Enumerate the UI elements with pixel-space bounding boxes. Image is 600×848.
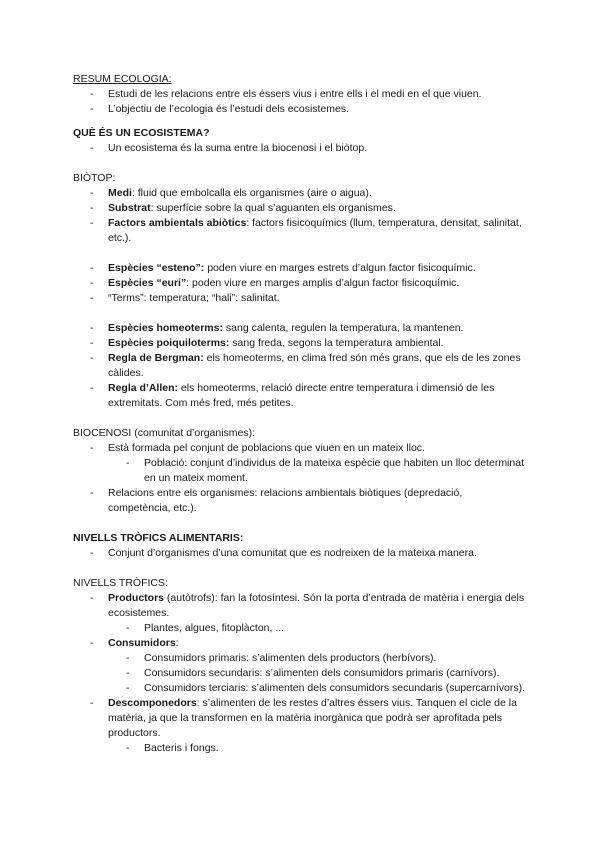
bullet-dash: - xyxy=(90,88,94,100)
list-item xyxy=(90,141,526,156)
sub-list-item xyxy=(126,651,526,666)
item-text: : superfície sobre la qual s’aguanten els organismes. xyxy=(150,202,396,214)
list-item xyxy=(90,261,526,276)
title-resum-ecologia: RESUM ECOLOGIA: xyxy=(73,73,172,85)
bullet-dash: - xyxy=(90,142,94,154)
item-text: Consumidors primaris: s’alimenten dels productors (herbívors). xyxy=(144,652,437,664)
term-label: Espècies “esteno”: xyxy=(108,262,205,274)
list-item xyxy=(90,201,526,216)
item-text: Consumidors terciaris: s’alimenten dels consumidors secundaris (supercarnívors). xyxy=(144,682,526,694)
bullet-dash: - xyxy=(126,682,130,694)
item-text: Plantes, algues, fitoplàcton, ... xyxy=(144,622,285,634)
term-label: Descomponedors xyxy=(108,697,197,709)
document-body xyxy=(0,72,600,756)
list-item xyxy=(90,546,526,561)
term-label: Regla d’Allen: xyxy=(108,382,179,394)
bullet-dash: - xyxy=(90,277,94,289)
list-item xyxy=(90,696,526,741)
bullet-dash: - xyxy=(90,202,94,214)
bullet-dash: - xyxy=(126,667,130,679)
term-label: Consumidors xyxy=(108,637,176,649)
item-text: : factors fisicoquímics (llum, temperatura, densitat, salinitat, etc.). xyxy=(108,217,522,244)
term-label: Productors xyxy=(108,592,165,604)
term-label: Medi xyxy=(108,187,132,199)
heading-biotop: BIÒTOP: xyxy=(73,172,116,184)
list-item xyxy=(90,351,526,381)
item-text: Estudi de les relacions entre els éssers vius i entre ells i el medi en el que viuen. xyxy=(108,88,482,100)
bullet-dash: - xyxy=(90,322,94,334)
list-item xyxy=(90,336,526,351)
list-item xyxy=(90,321,526,336)
list-item xyxy=(90,486,526,516)
item-text: (autòtrofs): fan la fotosíntesi. Són la porta d’entrada de matèria i energia dels ecosistemes. xyxy=(108,592,525,619)
item-text: Consumidors secundaris: s’alimenten dels consumidors primaris (carnívors). xyxy=(144,667,500,679)
item-text: Un ecosistema és la suma entre la biocenosi i el biòtop. xyxy=(108,142,368,154)
bullet-dash: - xyxy=(90,637,94,649)
bullet-dash: - xyxy=(90,292,94,304)
item-text: : xyxy=(175,637,179,649)
bullet-dash: - xyxy=(90,487,94,499)
bullet-dash: - xyxy=(90,547,94,559)
bullet-dash: - xyxy=(90,382,94,394)
bullet-dash: - xyxy=(90,103,94,115)
list-item xyxy=(90,102,526,117)
heading-ecosistema: QUÈ ÉS UN ECOSISTEMA? xyxy=(73,127,210,139)
list-item xyxy=(90,591,526,621)
bullet-dash: - xyxy=(90,337,94,349)
item-text: : s’alimenten de les restes d’altres éssers vius. Tanquen el cicle de la matèria, ja que la transformen en la matèria inorgànica que podrà ser aprofitada pels productors. xyxy=(108,697,517,739)
item-text: : poden viure en marges amplis d’algun factor fisicoquímic. xyxy=(186,277,460,289)
sub-list-item xyxy=(126,666,526,681)
bullet-dash: - xyxy=(90,697,94,709)
sub-list-item xyxy=(126,456,526,486)
term-label: Regla de Bergman: xyxy=(108,352,204,364)
list-item xyxy=(90,276,526,291)
item-text: poden viure en marges estrets d’algun factor fisicoquímic. xyxy=(204,262,476,274)
bullet-dash: - xyxy=(90,442,94,454)
term-label: Factors ambientals abiòtics xyxy=(108,217,247,229)
list-item xyxy=(90,291,526,306)
item-text: Població: conjunt d’individus de la mateixa espècie que habiten un lloc determinat en un mateix moment. xyxy=(144,457,524,484)
bullet-dash: - xyxy=(90,592,94,604)
term-label: Substrat xyxy=(108,202,151,214)
item-text: sang freda, segons la temperatura ambiental. xyxy=(229,337,444,349)
bullet-dash: - xyxy=(126,652,130,664)
heading-biocenosi: BIOCENOSI (comunitat d’organismes): xyxy=(73,427,256,439)
term-label: Espècies poiquiloterms: xyxy=(108,337,230,349)
bullet-dash: - xyxy=(90,262,94,274)
item-text: els homeoterms, relació directe entre temperatura i dimensió de les extremitats. Com més fred, més petites. xyxy=(108,382,495,409)
heading-nivells-trofics-alimentaris: NIVELLS TRÒFICS ALIMENTARIS: xyxy=(73,532,244,544)
item-text: Bacteris i fongs. xyxy=(144,742,219,754)
bullet-dash: - xyxy=(90,217,94,229)
heading-nivells-trofics: NIVELLS TRÒFICS: xyxy=(73,577,168,589)
bullet-dash: - xyxy=(90,352,94,364)
item-text: Està formada pel conjunt de poblacions que viuen en un mateix lloc. xyxy=(108,442,425,454)
list-item xyxy=(90,216,526,246)
item-text: : fluid que embolcalla els organismes (aire o aigua). xyxy=(131,187,372,199)
bullet-dash: - xyxy=(126,742,130,754)
term-label: Espècies homeoterms: xyxy=(108,322,223,334)
bullet-dash: - xyxy=(90,187,94,199)
item-text: L’objectiu de l’ecologia és l’estudi dels ecosistemes. xyxy=(108,103,350,115)
item-text: sang calenta, regulen la temperatura, la mantenen. xyxy=(222,322,464,334)
bullet-dash: - xyxy=(126,622,130,634)
list-item xyxy=(90,381,526,411)
list-item xyxy=(90,441,526,456)
list-item xyxy=(90,87,526,102)
sub-list-item xyxy=(126,681,526,696)
sub-list-item xyxy=(126,741,526,756)
item-text: Conjunt d’organismes d’una comunitat que es nodreixen de la mateixa manera. xyxy=(108,547,477,559)
item-text: els homeoterms, en clima fred són més grans, que els de les zones càlides. xyxy=(108,352,521,379)
item-text: Relacions entre els organismes: relacions ambientals biòtiques (depredació, competència, etc.). xyxy=(108,487,463,514)
bullet-dash: - xyxy=(126,457,130,469)
item-text: “Terms”: temperatura; “hali”: salinitat. xyxy=(108,292,280,304)
list-item xyxy=(90,186,526,201)
sub-list-item xyxy=(126,621,526,636)
list-item xyxy=(90,636,526,651)
term-label: Espècies “euri” xyxy=(108,277,187,289)
